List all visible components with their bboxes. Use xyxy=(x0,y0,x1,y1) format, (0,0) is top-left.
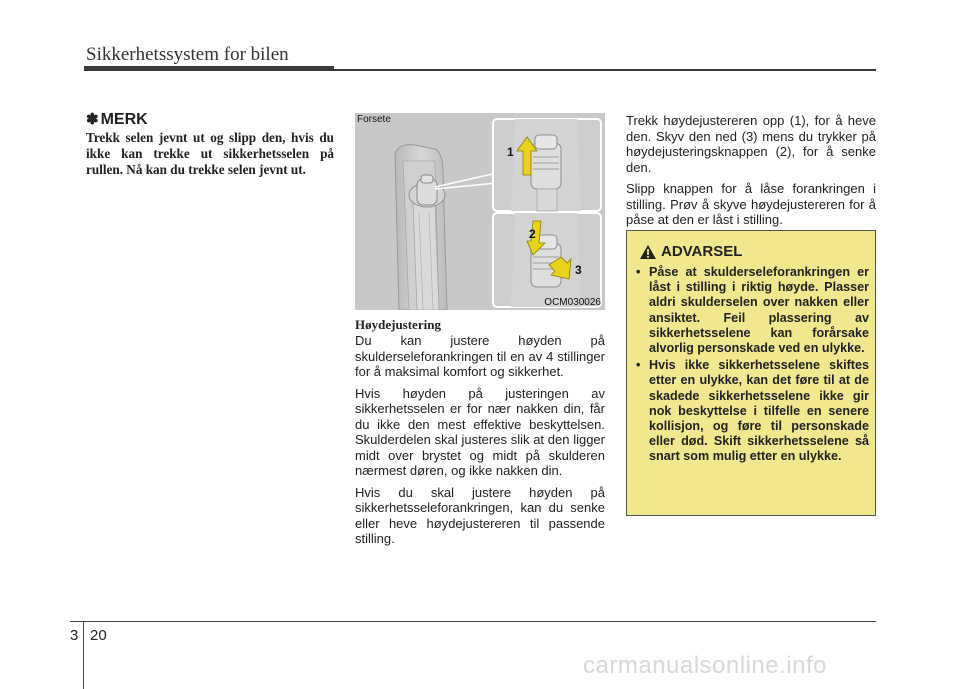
middle-body-text xyxy=(355,333,605,553)
warning-item-text: Hvis ikke sikkerhetsselene skiftes etter en ulykke, kan det føre til at de skadede sikkerhetsselene ikke gir nok beskyttelse i tilfelle en senere kollisjon, og føre til personskade eller død. Skift sikkerhetsselene så snart som mulig etter en ulykke. xyxy=(649,358,869,464)
watermark: carmanualsonline.info xyxy=(583,652,827,679)
warning-heading xyxy=(639,243,742,260)
callout-1-icon xyxy=(503,143,519,159)
warning-item xyxy=(635,358,869,464)
note-heading xyxy=(86,110,148,129)
chapter-number: 3 xyxy=(70,627,79,644)
footer-rule xyxy=(70,621,876,622)
warning-item-text: Påse at skulderseleforankringen er låst i stilling i riktig høyde. Plasser aldri skulderselen over nakken eller ansiktet. Feil plassering av sikkerhetsselene kan forårsake alvorlig personskade ved en ulykke. xyxy=(649,265,869,356)
bullet-icon: • xyxy=(636,265,641,279)
middle-paragraph: Hvis høyden på justeringen av sikkerhetsselen er for nær nakken din, får du ikke den mest effektive beskyttelsen. Skulderdelen skal justeres slik at den ligger midt over brystet og midt på skulderen nærmest døren, og ikke nakken din. xyxy=(355,385,605,478)
callout-3-icon xyxy=(571,261,587,277)
middle-paragraph: Du kan justere høyden på skulderseleforankringen til en av 4 stillinger for å maksimal komfort og sikkerhet. xyxy=(355,333,605,379)
footer-divider xyxy=(83,621,84,689)
warning-list xyxy=(635,265,869,467)
header-rule-thin xyxy=(334,69,876,71)
warning-box xyxy=(626,230,876,516)
middle-paragraph: Hvis du skal justere høyden på sikkerhetsseleforankringen, kan du senke eller heve høydejustereren til passende stilling. xyxy=(355,484,605,546)
height-adjust-subheading: Høydejustering xyxy=(355,317,441,332)
note-star-icon: ✽ xyxy=(86,111,99,128)
figure-label: Forsete xyxy=(357,114,391,125)
note-text: Trekk selen jevnt ut og slipp den, hvis du ikke kan trekke ut sikkerhetsselen på rullen. Nå kan du trekke selen jevnt ut. xyxy=(86,130,334,177)
figure-illustration xyxy=(355,113,605,310)
warning-title: ADVARSEL xyxy=(661,243,743,260)
header-rule-thick xyxy=(84,66,334,71)
note-heading-text: MERK xyxy=(100,111,148,128)
bullet-icon: • xyxy=(636,358,641,373)
page-header-title: Sikkerhetssystem for bilen xyxy=(86,44,289,65)
callout-3-label: 3 xyxy=(575,263,582,277)
figure-code: OCM030026 xyxy=(544,297,601,308)
callout-2-label: 2 xyxy=(529,227,536,241)
right-body-text xyxy=(626,113,876,234)
right-paragraph: Trekk høydejustereren opp (1), for å heve den. Skyv den ned (3) mens du trykker på høydejusteringsknappen (2), for å senke den. xyxy=(626,113,876,175)
callout-1-label: 1 xyxy=(507,145,514,159)
warning-triangle-icon xyxy=(639,244,657,260)
warning-item xyxy=(635,265,869,356)
callout-2-icon xyxy=(525,225,541,241)
right-paragraph: Slipp knappen for å låse forankringen i stilling. Prøv å skyve høydejustereren for å påse at den er låst i stilling. xyxy=(626,181,876,227)
page-number: 20 xyxy=(90,627,107,644)
seatbelt-height-adjuster-figure xyxy=(355,113,605,310)
